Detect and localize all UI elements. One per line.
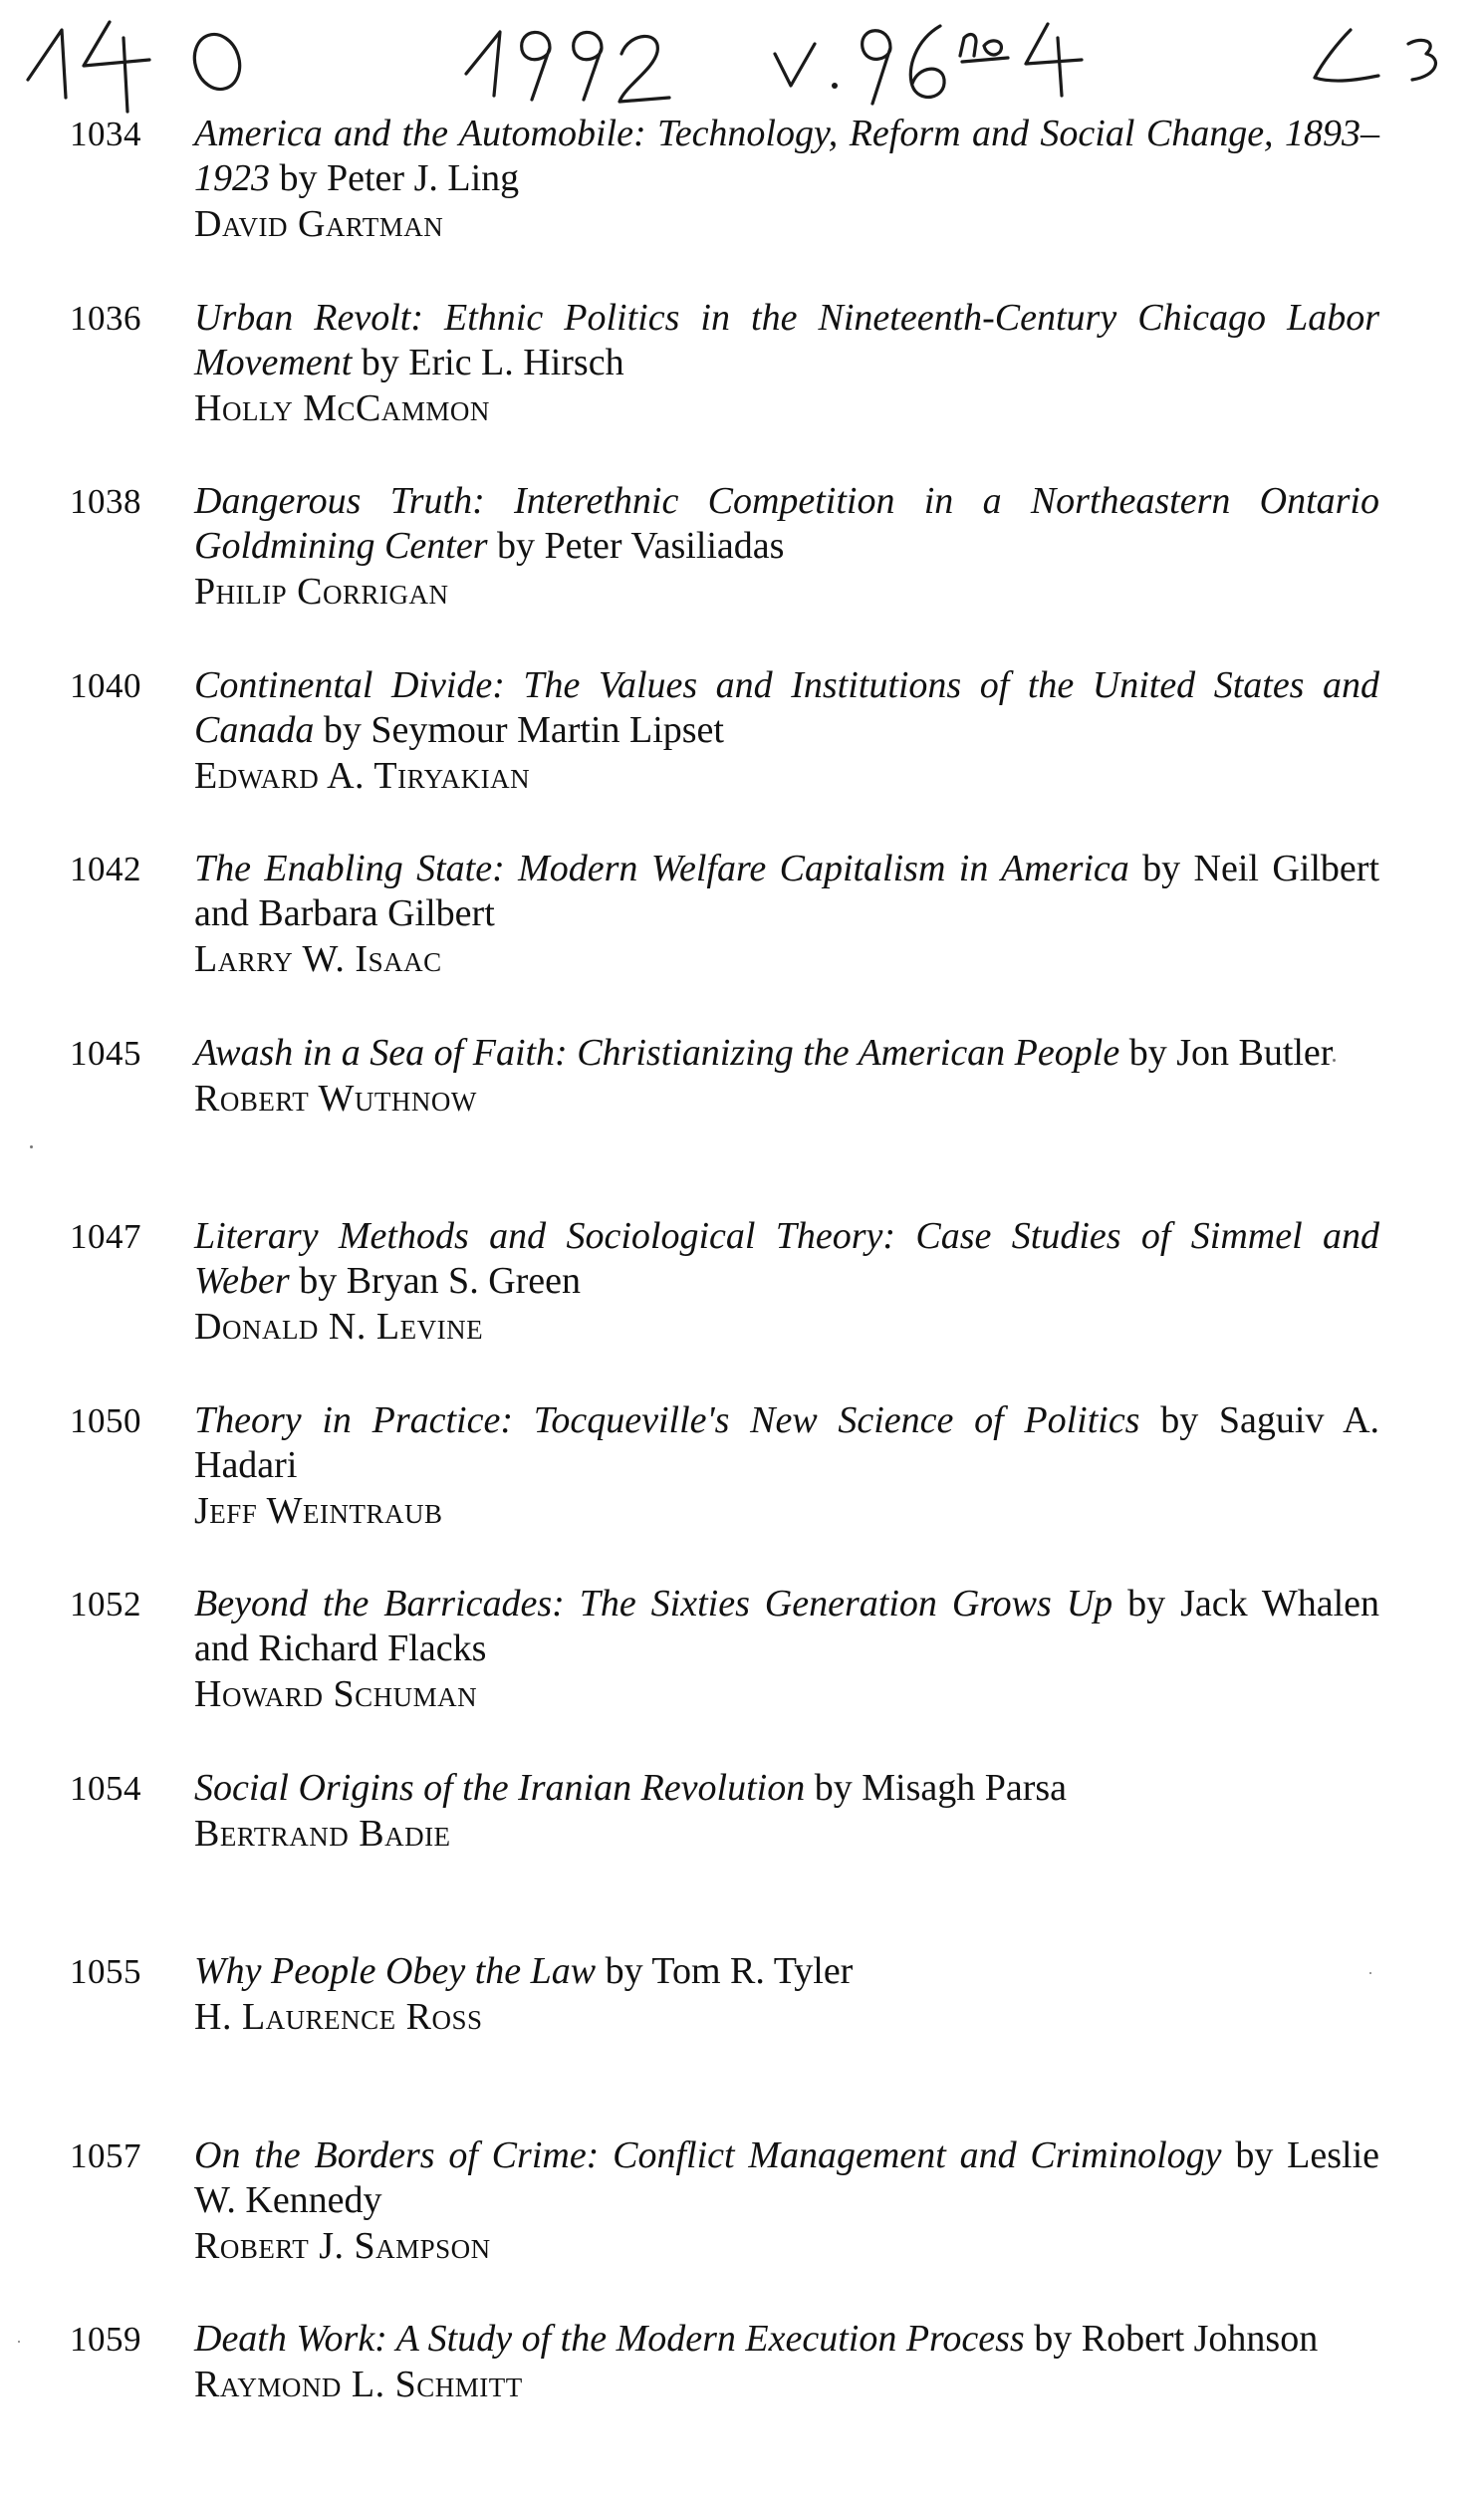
- reviewer-name: Donald N. Levine: [194, 1306, 484, 1348]
- book-author: by Bryan S. Green: [299, 1260, 582, 1302]
- handwriting-stroke: [574, 32, 602, 100]
- book-title: Beyond the Barricades: The Sixties Generation Grows Up: [194, 1583, 1113, 1625]
- scan-speck: [18, 2341, 20, 2343]
- list-item: [70, 2317, 1384, 2501]
- book-author: by Peter Vasiliadas: [496, 525, 785, 567]
- list-item: [70, 847, 1384, 1031]
- book-author: by Peter J. Ling: [279, 157, 520, 199]
- book-author: by Saguiv A. Hadari: [194, 1398, 1380, 1486]
- reviewer-name: Howard Schuman: [194, 1673, 478, 1715]
- entry-body: [194, 479, 1379, 615]
- page-number: 1045: [70, 1033, 141, 1073]
- list-item: [70, 1582, 1384, 1766]
- page-number: 1052: [70, 1585, 141, 1624]
- book-title: America and the Automobile: Technology, Reform and Social Change, 1893–1923: [194, 113, 1379, 199]
- page-number: 1054: [70, 1768, 141, 1808]
- review-list: [70, 112, 1384, 2501]
- citation: [194, 2317, 1379, 2362]
- entry-body: [194, 1398, 1379, 1534]
- entry-body: [194, 847, 1379, 982]
- book-title: Death Work: A Study of the Modern Execution Process: [194, 2318, 1025, 2360]
- handwriting-stroke: [619, 36, 669, 102]
- reviewer-name: David Gartman: [194, 203, 444, 245]
- reviewer-name: Robert J. Sampson: [194, 2224, 491, 2267]
- handwriting-stroke: [910, 26, 944, 97]
- list-item: [70, 112, 1384, 296]
- page-number: 1050: [70, 1400, 141, 1440]
- reviewer-name: Raymond L. Schmitt: [194, 2364, 523, 2405]
- book-title: Literary Methods and Sociological Theory: Case Studies of Simmel and Weber: [194, 1215, 1379, 1302]
- citation: [194, 1582, 1379, 1671]
- reviewer-name: Jeff Weintraub: [194, 1489, 443, 1532]
- page-number: 1040: [70, 665, 141, 705]
- handwriting-stroke: [522, 32, 550, 100]
- handwriting-stroke: [1408, 40, 1435, 80]
- reviewer-name: Edward A. Tiryakian: [194, 754, 531, 797]
- entry-body: [194, 1214, 1379, 1350]
- handwriting-stroke: [28, 30, 66, 98]
- page-number: 1047: [70, 1217, 141, 1256]
- entry-body: [194, 1582, 1379, 1717]
- entry-body: [194, 2133, 1379, 2269]
- handwriting-stroke: [962, 58, 1008, 62]
- book-author: by Jon Butler: [1128, 1031, 1334, 1074]
- page-number: 1055: [70, 1952, 141, 1991]
- citation: [194, 479, 1379, 569]
- handwritten-annotation: [0, 8, 1484, 118]
- scan-speck: [1369, 1972, 1371, 1974]
- page-number: 1034: [70, 115, 141, 153]
- handwriting-stroke: [187, 29, 246, 96]
- book-author: by Jack Whalen and Richard Flacks: [194, 1583, 1380, 1669]
- reviewer-name: H. Laurence Ross: [194, 1996, 483, 2038]
- citation: [194, 663, 1379, 753]
- list-item: [70, 2133, 1384, 2318]
- list-item: [70, 1766, 1384, 1950]
- book-title: On the Borders of Crime: Conflict Management and Criminology: [194, 2133, 1222, 2176]
- list-item: [70, 296, 1384, 480]
- entry-body: [194, 112, 1379, 247]
- book-title: Awash in a Sea of Faith: Christianizing the American People: [194, 1031, 1120, 1074]
- handwriting-stroke: [1315, 30, 1378, 81]
- book-author: by Misagh Parsa: [814, 1766, 1068, 1809]
- scan-speck: [30, 1145, 33, 1148]
- book-title: Urban Revolt: Ethnic Politics in the Nineteenth-Century Chicago Labor Movement: [194, 296, 1379, 383]
- book-title: The Enabling State: Modern Welfare Capitalism in America: [194, 848, 1129, 889]
- reviewer-name: Philip Corrigan: [194, 571, 449, 613]
- reviewer-name: Robert Wuthnow: [194, 1077, 477, 1120]
- entry-body: [194, 1949, 1379, 2040]
- book-author: by Neil Gilbert and Barbara Gilbert: [194, 848, 1380, 934]
- citation: [194, 112, 1379, 201]
- entry-body: [194, 1766, 1379, 1857]
- handwriting-stroke: [466, 32, 500, 96]
- book-title: Theory in Practice: Tocqueville's New Science of Politics: [194, 1398, 1140, 1441]
- citation: [194, 1214, 1379, 1304]
- page-number: 1057: [70, 2135, 141, 2175]
- citation: [194, 1766, 1379, 1811]
- list-item: [70, 479, 1384, 663]
- list-item: [70, 1949, 1384, 2133]
- book-author: by Robert Johnson: [1034, 2318, 1319, 2360]
- list-item: [70, 1214, 1384, 1398]
- handwriting-stroke: [863, 31, 890, 104]
- page-number: 1059: [70, 2320, 141, 2359]
- book-title: Continental Divide: The Values and Institutions of the United States and Canada: [194, 663, 1379, 751]
- book-author: by Leslie W. Kennedy: [194, 2133, 1379, 2221]
- list-item: [70, 1398, 1384, 1583]
- citation: [194, 1031, 1379, 1076]
- book-author: by Eric L. Hirsch: [361, 341, 624, 383]
- reviewer-name: Bertrand Badie: [194, 1812, 451, 1855]
- citation: [194, 847, 1379, 936]
- reviewer-name: Larry W. Isaac: [194, 938, 442, 980]
- entry-body: [194, 296, 1379, 431]
- list-item: [70, 1031, 1384, 1215]
- citation: [194, 1949, 1379, 1994]
- entry-body: [194, 2317, 1379, 2407]
- entry-body: [194, 1031, 1379, 1122]
- handwriting-stroke: [1026, 24, 1082, 96]
- scan-speck: [1333, 1059, 1336, 1062]
- entry-body: [194, 663, 1379, 799]
- page-number: 1036: [70, 298, 141, 338]
- handwriting-stroke: [84, 22, 149, 112]
- citation: [194, 2133, 1379, 2223]
- reviewer-name: Holly McCammon: [194, 386, 490, 429]
- list-item: [70, 663, 1384, 848]
- handwriting-drawing: [0, 8, 1484, 118]
- handwriting-stroke: [775, 44, 815, 86]
- handwriting-stroke: [832, 83, 838, 89]
- handwriting-stroke: [960, 35, 1001, 56]
- book-title: Why People Obey the Law: [194, 1950, 597, 1992]
- citation: [194, 1398, 1379, 1488]
- page-number: 1038: [70, 482, 141, 521]
- book-title: Dangerous Truth: Interethnic Competition in a Northeastern Ontario Goldmining Center: [194, 480, 1379, 567]
- citation: [194, 296, 1379, 385]
- page-number: 1042: [70, 850, 141, 888]
- book-author: by Seymour Martin Lipset: [323, 708, 724, 751]
- book-author: by Tom R. Tyler: [605, 1950, 854, 1992]
- book-title: Social Origins of the Iranian Revolution: [194, 1766, 806, 1809]
